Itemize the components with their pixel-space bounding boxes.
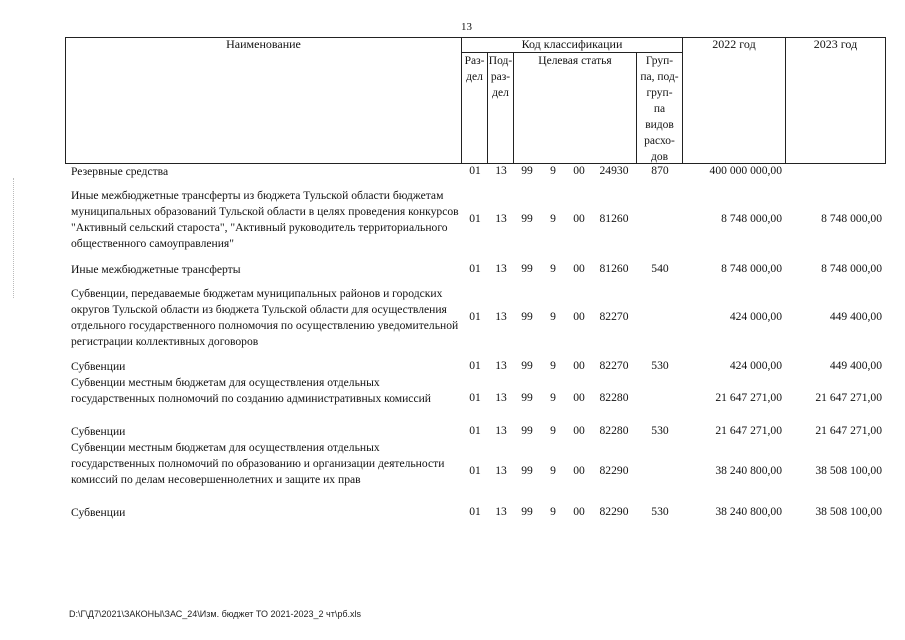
row-2022: 21 647 271,00 [715,391,782,404]
row-podrazdel: 13 [495,212,507,225]
row-target-2: 9 [550,505,556,518]
row-target-4: 24930 [599,164,629,177]
row-2023: 449 400,00 [829,310,882,323]
row-target-3: 00 [573,310,585,323]
row-name: Иные межбюджетные трансферты из бюджета Тульской области бюджетам муниципальных образований Тульской области в целях проведения конкурсов "Активный сельский староста", "Активный руководитель территориального общественного самоуправления" [71,189,459,250]
row-2023: 38 508 100,00 [815,464,882,477]
row-razdel: 01 [469,505,481,518]
row-target-1: 99 [521,505,533,518]
row-name: Субвенции [71,506,126,519]
row-target-1: 99 [521,391,533,404]
row-target-4: 82270 [599,359,629,372]
row-podrazdel: 13 [495,359,507,372]
row-target-4: 82280 [599,391,629,404]
row-target-1: 99 [521,359,533,372]
row-target-1: 99 [521,164,533,177]
row-target-3: 00 [573,164,585,177]
row-2022: 424 000,00 [729,359,782,372]
row-2023: 8 748 000,00 [821,212,882,225]
header-expense-group: Груп- па, под- груп- па видов расхо- дов [640,55,679,163]
row-target-4: 81260 [599,262,629,275]
row-2023: 449 400,00 [829,359,882,372]
row-podrazdel: 13 [495,391,507,404]
header-code-group: Код классификации [521,37,623,51]
row-podrazdel: 13 [495,310,507,323]
row-target-2: 9 [550,262,556,275]
row-2022: 8 748 000,00 [721,212,782,225]
row-target-3: 00 [573,505,585,518]
row-name: Субвенции местным бюджетам для осуществления отдельных государственных полномочий по образованию и организации деятельности комиссий по делам несовершеннолетних и защите их прав [71,441,445,486]
row-target-2: 9 [550,310,556,323]
row-2023: 21 647 271,00 [815,424,882,437]
row-target-3: 00 [573,359,585,372]
row-vid: 530 [651,359,669,372]
row-podrazdel: 13 [495,505,507,518]
row-target-4: 81260 [599,212,629,225]
row-target-2: 9 [550,164,556,177]
row-vid: 530 [651,505,669,518]
row-2022: 38 240 800,00 [715,464,782,477]
row-2022: 400 000 000,00 [709,164,782,177]
row-target-2: 9 [550,212,556,225]
row-name: Субвенции [71,425,126,438]
row-podrazdel: 13 [495,424,507,437]
row-name: Субвенции [71,360,126,373]
row-target-3: 00 [573,391,585,404]
row-razdel: 01 [469,212,481,225]
row-vid: 530 [651,424,669,437]
row-podrazdel: 13 [495,464,507,477]
header-name: Наименование [226,37,301,51]
row-target-1: 99 [521,310,533,323]
row-target-1: 99 [521,212,533,225]
row-name: Резервные средства [71,165,169,178]
row-2022: 21 647 271,00 [715,424,782,437]
row-target-1: 99 [521,464,533,477]
row-target-4: 82270 [599,310,629,323]
row-target-2: 9 [550,464,556,477]
row-target-2: 9 [550,424,556,437]
row-razdel: 01 [469,262,481,275]
page-number: 13 [461,21,472,33]
row-target-1: 99 [521,424,533,437]
row-target-4: 82280 [599,424,629,437]
row-2023: 8 748 000,00 [821,262,882,275]
row-razdel: 01 [469,310,481,323]
header-year-2022: 2022 год [712,37,756,51]
row-razdel: 01 [469,164,481,177]
header-razdel: Раз- дел [464,55,485,83]
row-vid: 540 [651,262,669,275]
footer-file-path: D:\Г\Д7\2021\ЗАКОНЫ\ЗАС_24\Изм. бюджет ТО 2021-2023_2 чт\рб.xls [69,609,362,619]
row-podrazdel: 13 [495,262,507,275]
row-razdel: 01 [469,359,481,372]
row-target-1: 99 [521,262,533,275]
row-target-2: 9 [550,359,556,372]
row-podrazdel: 13 [495,164,507,177]
header-target-article: Целевая статья [538,55,612,67]
row-target-3: 00 [573,262,585,275]
row-target-3: 00 [573,424,585,437]
row-razdel: 01 [469,464,481,477]
header-year-2023: 2023 год [813,37,858,51]
row-2023: 38 508 100,00 [815,505,882,518]
margin-dots [13,178,14,298]
row-2022: 8 748 000,00 [721,262,782,275]
row-2022: 424 000,00 [729,310,782,323]
row-name: Субвенции местным бюджетам для осуществления отдельных государственных полномочий по созданию административных комиссий [71,376,432,405]
row-name: Иные межбюджетные трансферты [71,263,241,276]
row-target-4: 82290 [599,505,629,518]
row-razdel: 01 [469,391,481,404]
row-target-3: 00 [573,464,585,477]
row-2023: 21 647 271,00 [815,391,882,404]
row-vid: 870 [651,164,669,177]
row-target-3: 00 [573,212,585,225]
row-2022: 38 240 800,00 [715,505,782,518]
row-razdel: 01 [469,424,481,437]
row-target-2: 9 [550,391,556,404]
header-podrazdel: Под- раз- дел [488,55,513,99]
row-name: Субвенции, передаваемые бюджетам муниципальных районов и городских округов Тульской области из бюджета Тульской области для осуществления отдельного государственного полномочия по осуществлению уведомительной регистрации коллективных договоров [71,287,459,348]
row-target-4: 82290 [599,464,629,477]
